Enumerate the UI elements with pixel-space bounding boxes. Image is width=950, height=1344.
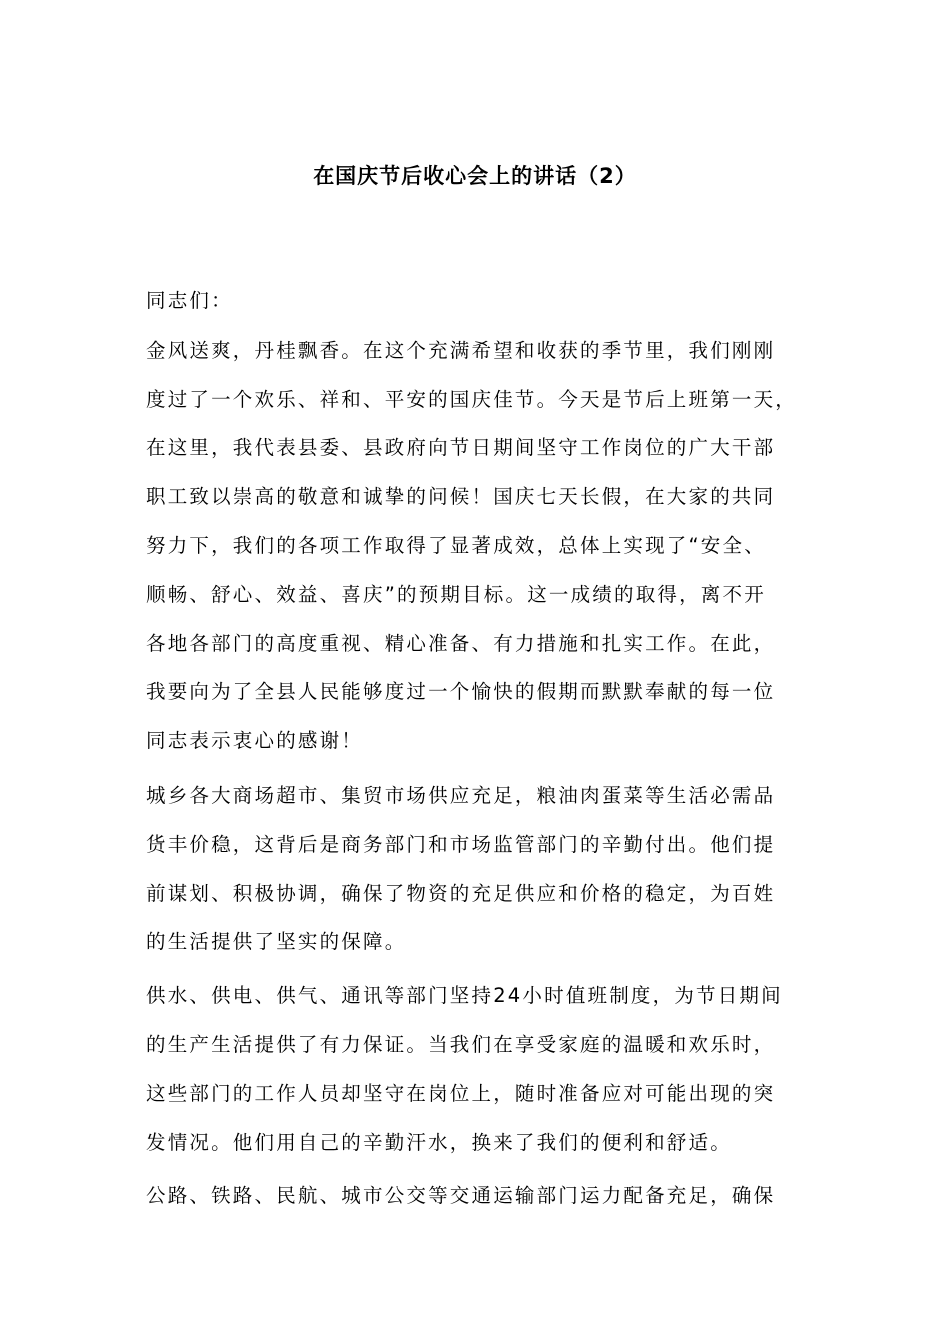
body-text-line: 货丰价稳，这背后是商务部门和市场监管部门的辛勤付出。他们提 xyxy=(146,833,776,856)
body-text-line: 各地各部门的高度重视、精心准备、有力措施和扎实工作。在此， xyxy=(146,632,776,655)
body-text-line: 城乡各大商场超市、集贸市场供应充足，粮油肉蛋菜等生活必需品 xyxy=(146,784,776,807)
body-text-line: 努力下，我们的各项工作取得了显著成效，总体上实现了“安全、 xyxy=(146,534,766,557)
body-text-line: 发情况。他们用自己的辛勤汗水，换来了我们的便利和舒适。 xyxy=(146,1131,732,1154)
body-text-line: 同志表示衷心的感谢！ xyxy=(146,729,364,752)
body-text-line: 度过了一个欢乐、祥和、平安的国庆佳节。今天是节后上班第一天， xyxy=(146,388,798,411)
document-title: 在国庆节后收心会上的讲话（2） xyxy=(313,164,637,188)
body-text-line: 供水、供电、供气、通讯等部门坚持24小时值班制度，为节日期间 xyxy=(146,984,783,1007)
body-text-line: 金风送爽，丹桂飘香。在这个充满希望和收获的季节里，我们刚刚 xyxy=(146,339,776,362)
body-text-line: 的生活提供了坚实的保障。 xyxy=(146,930,407,953)
body-text-line: 这些部门的工作人员却坚守在岗位上，随时准备应对可能出现的突 xyxy=(146,1082,776,1105)
body-text-line: 的生产生活提供了有力保证。当我们在享受家庭的温暖和欢乐时， xyxy=(146,1033,776,1056)
body-text-line: 职工致以崇高的敬意和诚挚的问候！国庆七天长假，在大家的共同 xyxy=(146,485,776,508)
body-text-line: 公路、铁路、民航、城市公交等交通运输部门运力配备充足，确保 xyxy=(146,1184,776,1207)
body-text-line: 我要向为了全县人民能够度过一个愉快的假期而默默奉献的每一位 xyxy=(146,680,776,703)
body-text-line: 在这里，我代表县委、县政府向节日期间坚守工作岗位的广大干部 xyxy=(146,436,776,459)
salutation-line: 同志们： xyxy=(146,289,233,312)
body-text-line: 前谋划、积极协调，确保了物资的充足供应和价格的稳定，为百姓 xyxy=(146,882,776,905)
body-text-line: 顺畅、舒心、效益、喜庆”的预期目标。这一成绩的取得，离不开 xyxy=(146,583,766,606)
